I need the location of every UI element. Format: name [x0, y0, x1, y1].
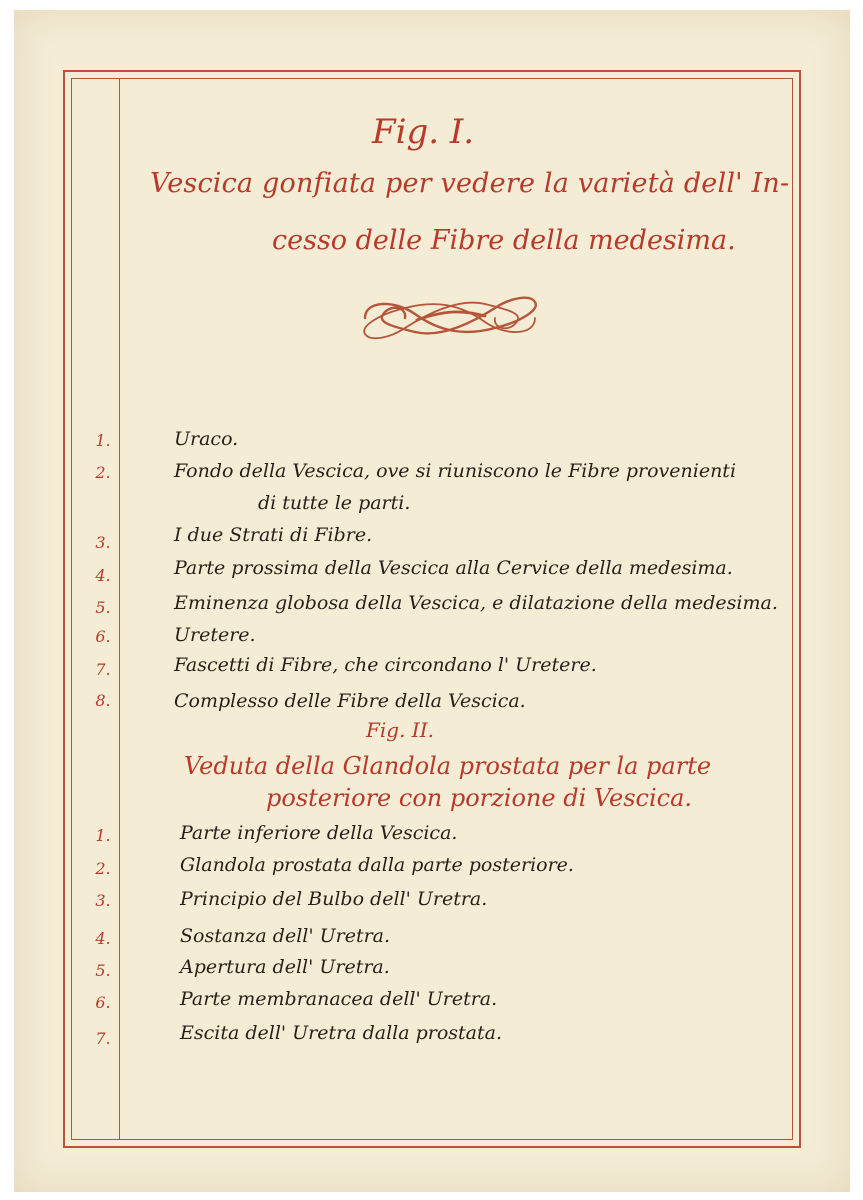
- list-item: Principio del Bulbo dell' Uretra.: [180, 888, 488, 910]
- item-number: 6.: [95, 627, 111, 646]
- item-number: 6.: [95, 993, 111, 1012]
- list-item: Parte inferiore della Vescica.: [180, 822, 458, 844]
- item-number: 4.: [95, 566, 111, 585]
- list-item: Sostanza dell' Uretra.: [180, 925, 391, 947]
- list-item: Escita dell' Uretra dalla prostata.: [180, 1022, 502, 1044]
- fig2-heading: Fig. II.: [366, 718, 434, 742]
- calligraphic-flourish-icon: [345, 292, 555, 344]
- list-item: Glandola prostata dalla parte posteriore.: [180, 854, 574, 876]
- list-item: Parte prossima della Vescica alla Cervice della medesima.: [174, 557, 733, 579]
- fig2-title-line2: posteriore con porzione di Vescica.: [266, 784, 693, 812]
- list-item: I due Strati di Fibre.: [174, 524, 373, 546]
- fig2-title-line1: Veduta della Glandola prostata per la parte: [184, 752, 712, 780]
- item-number: 3.: [95, 533, 111, 552]
- list-item: Complesso delle Fibre della Vescica.: [174, 690, 526, 712]
- item-number: 7.: [95, 660, 111, 679]
- fig1-title-line1: Vescica gonfiata per vedere la varietà dell' In-: [150, 168, 790, 199]
- list-item: Eminenza globosa della Vescica, e dilatazione della medesima.: [174, 592, 778, 614]
- item-number: 1.: [95, 431, 111, 450]
- list-item: Parte membranacea dell' Uretra.: [180, 988, 498, 1010]
- item-number: 8.: [95, 691, 111, 710]
- item-number: 5.: [95, 598, 111, 617]
- list-item: Uretere.: [174, 624, 256, 646]
- list-item: Fondo della Vescica, ove si riuniscono le Fibre provenienti: [174, 460, 737, 482]
- item-number: 2.: [95, 859, 111, 878]
- list-item: Apertura dell' Uretra.: [180, 956, 390, 978]
- fig1-heading: Fig. I.: [372, 112, 475, 152]
- item-number: 2.: [95, 463, 111, 482]
- item-number: 1.: [95, 826, 111, 845]
- list-item: Fascetti di Fibre, che circondano l' Uretere.: [174, 654, 597, 676]
- list-item: Uraco.: [174, 428, 239, 450]
- item-number: 3.: [95, 891, 111, 910]
- list-item-continuation: di tutte le parti.: [258, 492, 411, 514]
- item-number: 7.: [95, 1029, 111, 1048]
- item-number: 5.: [95, 961, 111, 980]
- fig1-title-line2: cesso delle Fibre della medesima.: [272, 225, 736, 256]
- number-margin-rule: [119, 78, 120, 1140]
- item-number: 4.: [95, 929, 111, 948]
